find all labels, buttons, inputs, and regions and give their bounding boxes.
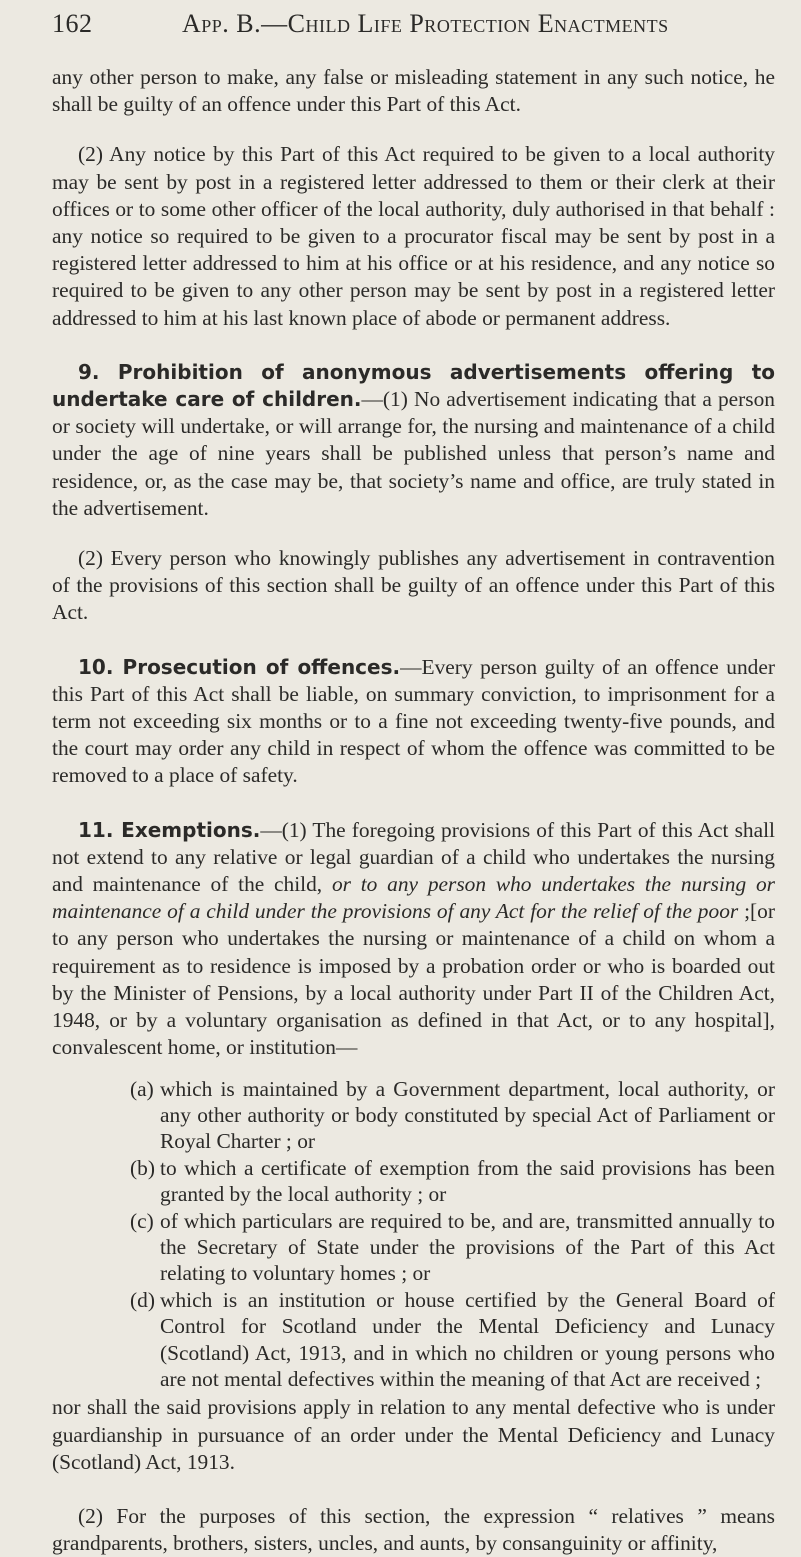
document-body: [52, 64, 775, 1557]
section-11-italic-text: or to any person who undertakes the nursing or maintenance of a child under the provisions of any Act for the relief of the poor: [52, 872, 775, 924]
intro-paragraph: any other person to make, any false or misleading statement in any such notice, he shall be guilty of an offence under this Part of this Act.: [52, 65, 775, 117]
section-11-heading: 11. Exemptions.: [78, 817, 261, 842]
section-9-heading: 9. Prohibition of anonymous advertisements offering to undertake care of children.: [52, 359, 775, 412]
section-9-subsection-2: (2) Every person who knowingly publishes any advertisement in contravention of the provisions of this section shall be guilty of an offence under this Part of this Act.: [52, 546, 775, 625]
section-10-heading: 10. Prosecution of offences.: [78, 654, 401, 679]
section-11-text-b: ;[or to any person who undertakes the nursing or maintenance of a child on whom a requirement as to residence is imposed by a probation order or who is boarded out by the Minister of Pensions, by a local authority under Part II of the Children Act, 1948, or by a voluntary organisation as defined in that Act, or to any hospital], convalescent home, or institution—: [52, 899, 775, 1060]
section-11-paragraph-1: [52, 817, 775, 1062]
list-item-text: of which particulars are required to be, and are, transmitted annually to the Secretary of State under the provisions of the Part of this Act relating to voluntary homes ; or: [160, 1208, 775, 1286]
section-9-paragraph-1: [52, 359, 775, 522]
page-header: [52, 4, 775, 44]
list-item: [52, 1287, 775, 1393]
section-10-text: —Every person guilty of an offence under this Part of this Act shall be liable, on summary conviction, to imprisonment for a term not exceeding six months or to a fine not exceeding twenty-five pounds, and the court may order any child in respect of whom the offence was committed to be removed to a place of safety.: [52, 654, 775, 788]
section-11-subsection-2: (2) For the purposes of this section, the expression “ relatives ” means grandparents, brothers, sisters, uncles, and aunts, by consanguinity or affinity,: [52, 1503, 775, 1556]
running-title: App. B.—Child Life Protection Enactments: [182, 9, 669, 38]
list-item: [52, 1208, 775, 1287]
exemption-list: [52, 1076, 775, 1393]
list-item-text: which is maintained by a Government department, local authority, or any other authority or body constituted by special Act of Parliament or Royal Charter ; or: [160, 1076, 775, 1154]
list-item-text: to which a certificate of exemption from the said provisions has been granted by the local authority ; or: [160, 1155, 775, 1207]
list-item-label: (d): [130, 1287, 155, 1312]
section-8-subsection-2: (2) Any notice by this Part of this Act required to be given to a local authority may be sent by post in a registered letter addressed to them or their clerk at their offices or to some other officer of the local authority, duly authorised in that behalf : any notice so required to be given to a procurator fiscal may be sent by post in a registered letter addressed to him at his office or at his residence, and any notice so required to be given to any other person may be sent by post in a registered letter addressed to him at his last known place of abode or permanent address.: [52, 142, 775, 330]
section-11-text-a: —(1) The foregoing provisions of this Part of this Act shall not extend to any relative or legal guardian of a child who undertakes the nursing and maintenance of the child,: [52, 817, 775, 897]
list-item-text: which is an institution or house certified by the General Board of Control for Scotland under the Mental Deficiency and Lunacy (Scotland) Act, 1913, and in which no children or young persons who are not mental defectives within the meaning of that Act are received ;: [160, 1287, 775, 1391]
list-item-label: (c): [130, 1208, 154, 1233]
list-item-label: (a): [130, 1076, 154, 1101]
list-item: [52, 1155, 775, 1208]
list-item: [52, 1076, 775, 1155]
section-10-paragraph: [52, 654, 775, 790]
section-9-text: —(1) No advertisement indicating that a person or society will undertake, or will arrange for, the nursing and maintenance of a child under the age of nine years shall be published unless that person’s name and residence, or, as the case may be, that society’s name and office, are truly stated in the advertisement.: [52, 387, 775, 520]
page-number: 162: [52, 9, 93, 38]
list-item-label: (b): [130, 1155, 155, 1180]
section-11-tail: nor shall the said provisions apply in relation to any mental defective who is under guardianship in pursuance of an order under the Mental Deficiency and Lunacy (Scotland) Act, 1913.: [52, 1395, 775, 1474]
